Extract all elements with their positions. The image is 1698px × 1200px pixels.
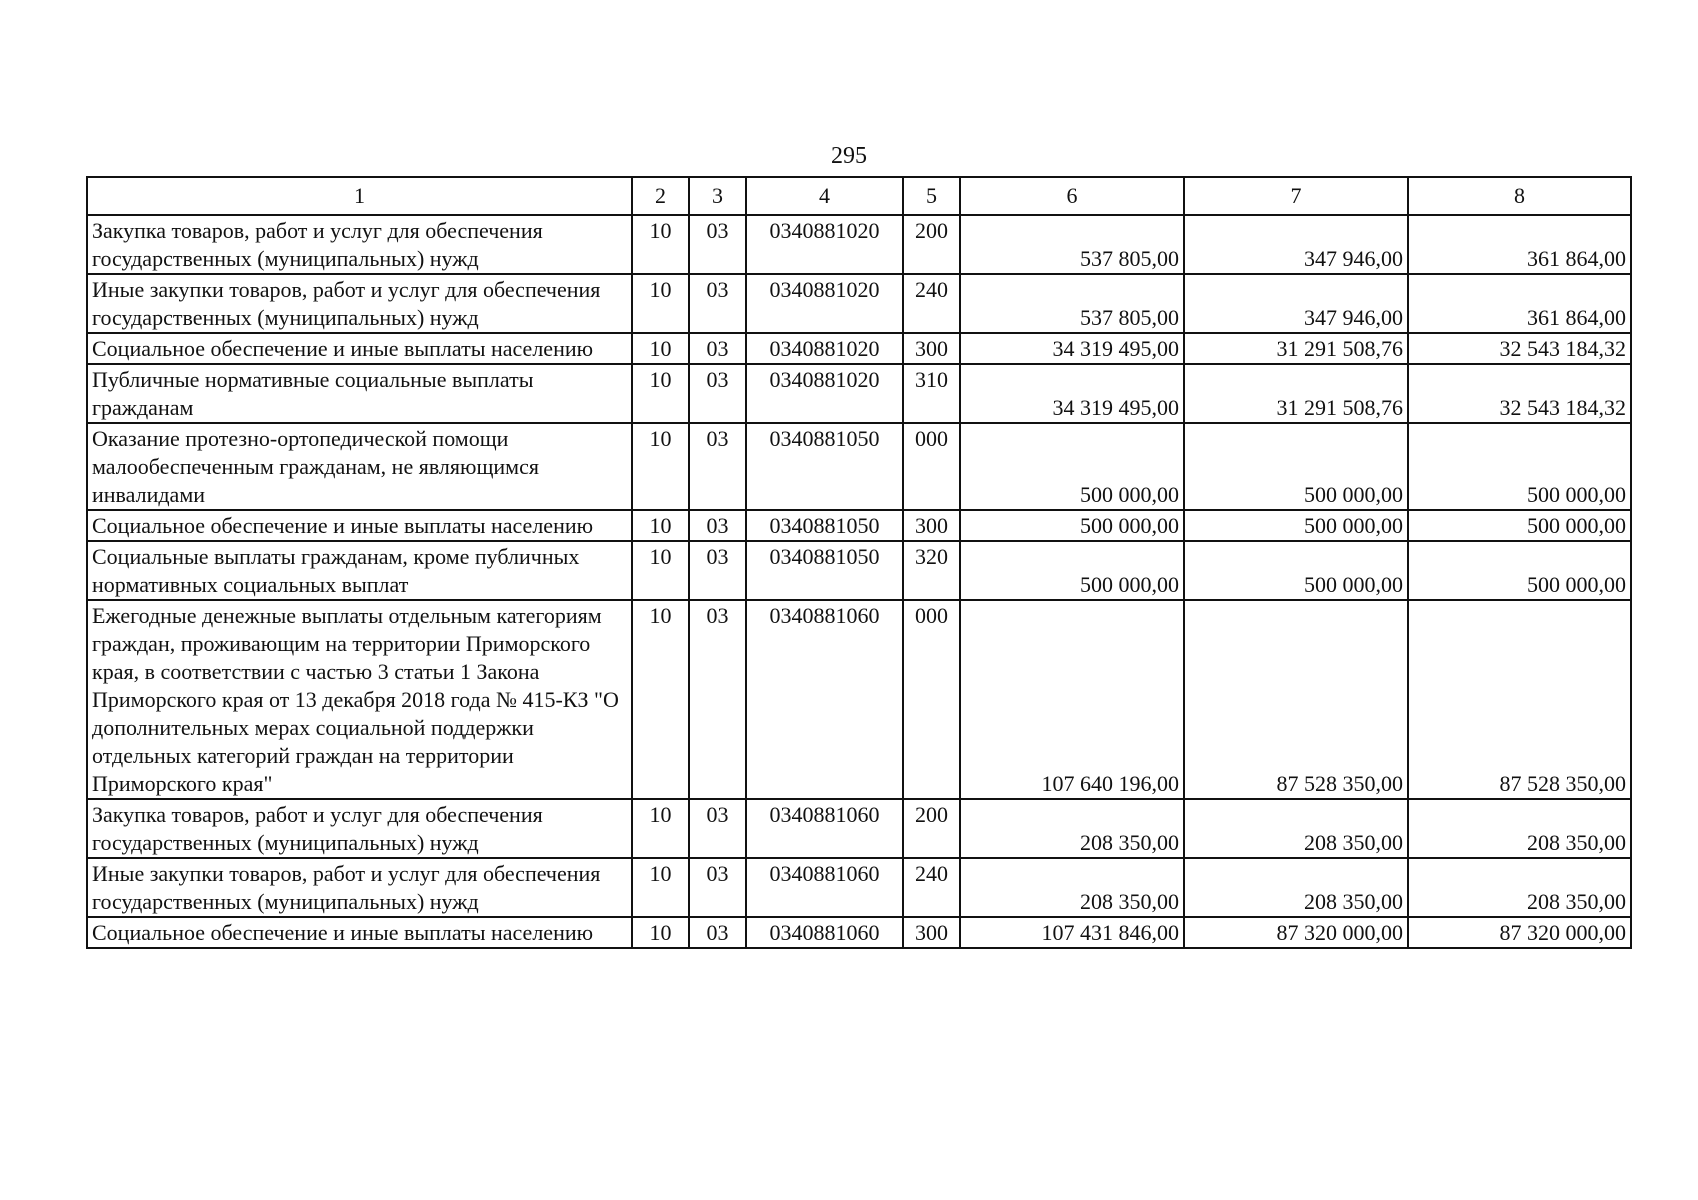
expense-name: Ежегодные денежные выплаты отдельным категориям граждан, проживающим на территории Приморского края, в соответствии с частью 3 статьи 1 Закона Приморского края от 13 декабря 2018 года № 415-КЗ "О дополнительных мерах социальной поддержки отдельных категорий граждан на территории Приморского края": [87, 600, 632, 799]
amount-col-8: 361 864,00: [1408, 215, 1631, 274]
amount-col-8: 500 000,00: [1408, 423, 1631, 510]
amount-col-8: 87 320 000,00: [1408, 917, 1631, 948]
amount-col-7: 87 320 000,00: [1184, 917, 1408, 948]
table-row: [87, 510, 1631, 541]
amount-col-6: 107 640 196,00: [960, 600, 1184, 799]
section-code: 10: [632, 364, 689, 423]
amount-col-6: 208 350,00: [960, 858, 1184, 917]
table-row: [87, 423, 1631, 510]
expense-type-code: 240: [903, 274, 960, 333]
expense-name: Иные закупки товаров, работ и услуг для обеспечения государственных (муниципальных) нужд: [87, 274, 632, 333]
amount-col-8: 361 864,00: [1408, 274, 1631, 333]
amount-col-7: 87 528 350,00: [1184, 600, 1408, 799]
budget-table: [86, 176, 1632, 949]
section-code: 10: [632, 423, 689, 510]
section-code: 10: [632, 215, 689, 274]
header-col-6: 6: [960, 177, 1184, 215]
target-article-code: 0340881020: [746, 333, 903, 364]
amount-col-8: 32 543 184,32: [1408, 333, 1631, 364]
expense-type-code: 300: [903, 510, 960, 541]
expense-type-code: 300: [903, 333, 960, 364]
amount-col-8: 208 350,00: [1408, 799, 1631, 858]
expense-type-code: 000: [903, 600, 960, 799]
amount-col-6: 34 319 495,00: [960, 364, 1184, 423]
table-row: [87, 215, 1631, 274]
expense-type-code: 200: [903, 215, 960, 274]
amount-col-7: 500 000,00: [1184, 510, 1408, 541]
header-col-1: 1: [87, 177, 632, 215]
table-row: [87, 799, 1631, 858]
amount-col-6: 208 350,00: [960, 799, 1184, 858]
table-row: [87, 333, 1631, 364]
amount-col-8: 208 350,00: [1408, 858, 1631, 917]
target-article-code: 0340881060: [746, 600, 903, 799]
header-col-2: 2: [632, 177, 689, 215]
amount-col-8: 500 000,00: [1408, 510, 1631, 541]
subsection-code: 03: [689, 423, 746, 510]
target-article-code: 0340881020: [746, 364, 903, 423]
amount-col-7: 347 946,00: [1184, 215, 1408, 274]
amount-col-6: 537 805,00: [960, 274, 1184, 333]
table-row: [87, 917, 1631, 948]
expense-name: Социальное обеспечение и иные выплаты населению: [87, 333, 632, 364]
subsection-code: 03: [689, 600, 746, 799]
subsection-code: 03: [689, 541, 746, 600]
target-article-code: 0340881060: [746, 799, 903, 858]
table-row: [87, 274, 1631, 333]
amount-col-8: 87 528 350,00: [1408, 600, 1631, 799]
target-article-code: 0340881020: [746, 274, 903, 333]
header-col-8: 8: [1408, 177, 1631, 215]
amount-col-6: 500 000,00: [960, 510, 1184, 541]
section-code: 10: [632, 858, 689, 917]
table-row: [87, 364, 1631, 423]
section-code: 10: [632, 799, 689, 858]
amount-col-8: 32 543 184,32: [1408, 364, 1631, 423]
expense-name: Социальное обеспечение и иные выплаты населению: [87, 917, 632, 948]
amount-col-7: 208 350,00: [1184, 858, 1408, 917]
expense-type-code: 200: [903, 799, 960, 858]
expense-type-code: 310: [903, 364, 960, 423]
section-code: 10: [632, 510, 689, 541]
amount-col-8: 500 000,00: [1408, 541, 1631, 600]
amount-col-7: 31 291 508,76: [1184, 333, 1408, 364]
expense-type-code: 300: [903, 917, 960, 948]
amount-col-6: 500 000,00: [960, 541, 1184, 600]
target-article-code: 0340881050: [746, 423, 903, 510]
table-row: [87, 858, 1631, 917]
subsection-code: 03: [689, 510, 746, 541]
subsection-code: 03: [689, 333, 746, 364]
expense-name: Закупка товаров, работ и услуг для обеспечения государственных (муниципальных) нужд: [87, 215, 632, 274]
header-col-3: 3: [689, 177, 746, 215]
table-header-row: [87, 177, 1631, 215]
header-col-4: 4: [746, 177, 903, 215]
subsection-code: 03: [689, 364, 746, 423]
target-article-code: 0340881060: [746, 917, 903, 948]
section-code: 10: [632, 274, 689, 333]
header-col-7: 7: [1184, 177, 1408, 215]
expense-type-code: 240: [903, 858, 960, 917]
subsection-code: 03: [689, 274, 746, 333]
expense-name: Оказание протезно-ортопедической помощи малообеспеченным гражданам, не являющимся инвалидами: [87, 423, 632, 510]
target-article-code: 0340881020: [746, 215, 903, 274]
amount-col-6: 537 805,00: [960, 215, 1184, 274]
amount-col-7: 208 350,00: [1184, 799, 1408, 858]
amount-col-7: 347 946,00: [1184, 274, 1408, 333]
subsection-code: 03: [689, 799, 746, 858]
expense-name: Иные закупки товаров, работ и услуг для обеспечения государственных (муниципальных) нужд: [87, 858, 632, 917]
amount-col-7: 500 000,00: [1184, 541, 1408, 600]
target-article-code: 0340881050: [746, 541, 903, 600]
amount-col-6: 107 431 846,00: [960, 917, 1184, 948]
expense-name: Социальные выплаты гражданам, кроме публичных нормативных социальных выплат: [87, 541, 632, 600]
table-row: [87, 541, 1631, 600]
expense-type-code: 000: [903, 423, 960, 510]
section-code: 10: [632, 600, 689, 799]
expense-name: Социальное обеспечение и иные выплаты населению: [87, 510, 632, 541]
amount-col-6: 34 319 495,00: [960, 333, 1184, 364]
table-row: [87, 600, 1631, 799]
target-article-code: 0340881050: [746, 510, 903, 541]
amount-col-6: 500 000,00: [960, 423, 1184, 510]
expense-type-code: 320: [903, 541, 960, 600]
expense-name: Публичные нормативные социальные выплаты гражданам: [87, 364, 632, 423]
section-code: 10: [632, 917, 689, 948]
page-number: 295: [831, 143, 867, 169]
header-col-5: 5: [903, 177, 960, 215]
amount-col-7: 500 000,00: [1184, 423, 1408, 510]
subsection-code: 03: [689, 917, 746, 948]
section-code: 10: [632, 333, 689, 364]
expense-name: Закупка товаров, работ и услуг для обеспечения государственных (муниципальных) нужд: [87, 799, 632, 858]
subsection-code: 03: [689, 215, 746, 274]
target-article-code: 0340881060: [746, 858, 903, 917]
section-code: 10: [632, 541, 689, 600]
subsection-code: 03: [689, 858, 746, 917]
amount-col-7: 31 291 508,76: [1184, 364, 1408, 423]
